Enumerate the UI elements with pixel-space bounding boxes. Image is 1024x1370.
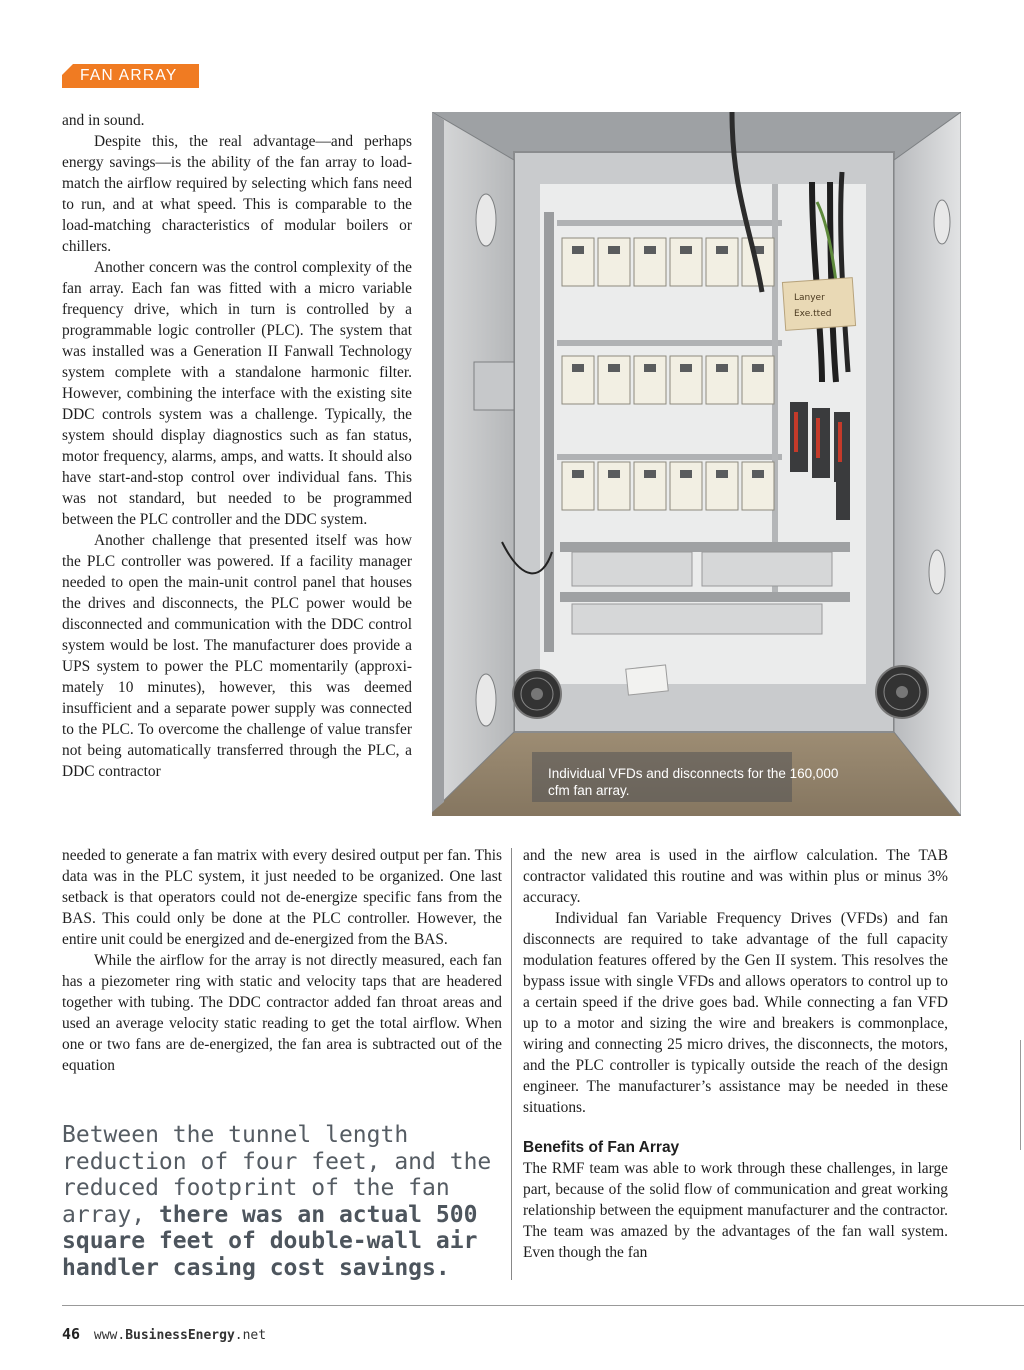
url-prefix: www. (93, 1328, 126, 1343)
paragraph: Despite this, the real advantage—and perhaps energy savings—is the ability of the fan array to load-match the airflow required by selecting which fans need to run, and at what speed. This is comparable to the load-matching characteristics of modular boilers or chillers. (62, 133, 412, 255)
left-door (432, 112, 514, 812)
cabinet-fan-right (876, 666, 928, 718)
paragraph: and the new area is used in the airflow calculation. The TAB contractor validated this routine and was within plus or minus 3% accuracy. (523, 847, 948, 906)
pull-quote-bold: there was an actual 500 square feet of double-wall air handler casing cost savings. (62, 1201, 478, 1281)
section-subhead: Benefits of Fan Array (523, 1139, 680, 1156)
url-name: BusinessEnergy (125, 1328, 235, 1343)
paragraph: Another concern was the control complexity of the fan array. Each fan was fitted with a micro variable frequency drive, which in turn is controlled by a programmable logic controller (PLC). The system that was installed was a Generation II Fanwall Technology system complete with a standalone harmonic filter. However, combining the interface with the existing site DDC controls system was a challenge. Typically, the system should display diagnostics such as fan status, motor frequency, alarms, amps, and watts. It should also have start-and-stop control over individual fans. This was not standard, but needed to be programmed between the PLC controller and the DDC system. (62, 259, 412, 528)
pull-quote (62, 1122, 502, 1281)
paragraph: While the airflow for the array is not directly measured, each fan has a piezometer ring with static and velocity taps that are headered together with tubing. The DDC contractor added fan throat areas and used an average velocity static reading to get the total airflow. When one or two fans are de-energized, the fan area is subtracted out of the equation (62, 952, 502, 1074)
note-line: Exe.tted (794, 309, 832, 319)
paragraph: Another challenge that presented itself was how the PLC controller was powered. If a facility manager needed to open the main-unit control panel that houses the drives and disconnects, the PLC power would be disconnected and communication with the DDC control system would be lost. The manufacturer does provide a UPS system to power the PLC momentarily (approximately 10 minutes), however, this was deemed insufficient and a separate power supply was connected to the PLC. To overcome the challenge of value transfer not being automatically transferred through the PLC, a DDC contractor (62, 532, 412, 780)
footer-rule (62, 1305, 1024, 1306)
tab-notch (62, 64, 73, 75)
cabinet-fan-left (513, 670, 561, 718)
door-vent-top (476, 194, 496, 246)
control-panel-photo (432, 112, 961, 816)
handwritten-note (782, 278, 855, 331)
paragraph: and in sound. (62, 112, 145, 129)
url-suffix: .net (234, 1328, 267, 1343)
door-vent-bottom (476, 674, 496, 726)
note-line: Lanyer (794, 293, 825, 303)
pull-quote-regular: Between the tunnel length reduction of four feet, and the reduced footprint of the fan array, (62, 1122, 492, 1228)
plc-module (474, 362, 514, 410)
website-url (94, 1328, 266, 1343)
left-column-top (62, 110, 412, 782)
section-label-text: FAN ARRAY (80, 67, 178, 84)
column-divider (511, 848, 512, 1280)
page-edge-rule (1020, 1040, 1021, 1150)
left-column-bottom (62, 845, 502, 1076)
photo-illustration (432, 112, 961, 816)
paragraph: needed to generate a fan matrix with every desired output per fan. This data was in the PLC system, it just needed to be organized. One last setback is that operators could not de-energize specific fans from the BAS. This could only be done at the PLC controller. However, the entire unit could be energized and de-energized from the BAS. (62, 847, 502, 948)
page-footer (62, 1325, 266, 1343)
paragraph: The RMF team was able to work through these challenges, in large part, because of the solid flow of communication and great working relationship between the equipment manufacturer and the contractor. The team was amazed by the advantages of the fan wall system. Even though the fan (523, 1160, 948, 1261)
section-label (62, 64, 199, 88)
page-number: 46 (62, 1325, 81, 1343)
paragraph: Individual fan Variable Frequency Drives (VFDs) and fan disconnects are required to take advantage of the full capacity modulation features offered by the Gen II system. This resolves the bypass issue with single VFDs and allows operators to control up to a certain speed if the drive goes bad. While connecting a fan VFD up to a motor and sizing the wire and breakers is commonplace, wiring and connecting 25 micro drives, the disconnects, the motors, and the PLC controller is typically outside the reach of the design engineer. The manufacturer’s assistance may be needed in these situations. (523, 910, 948, 1116)
document-sheet (626, 665, 668, 695)
right-column (523, 845, 948, 1263)
photo-caption: Individual VFDs and disconnects for the 160,000 cfm fan array. (548, 766, 839, 798)
